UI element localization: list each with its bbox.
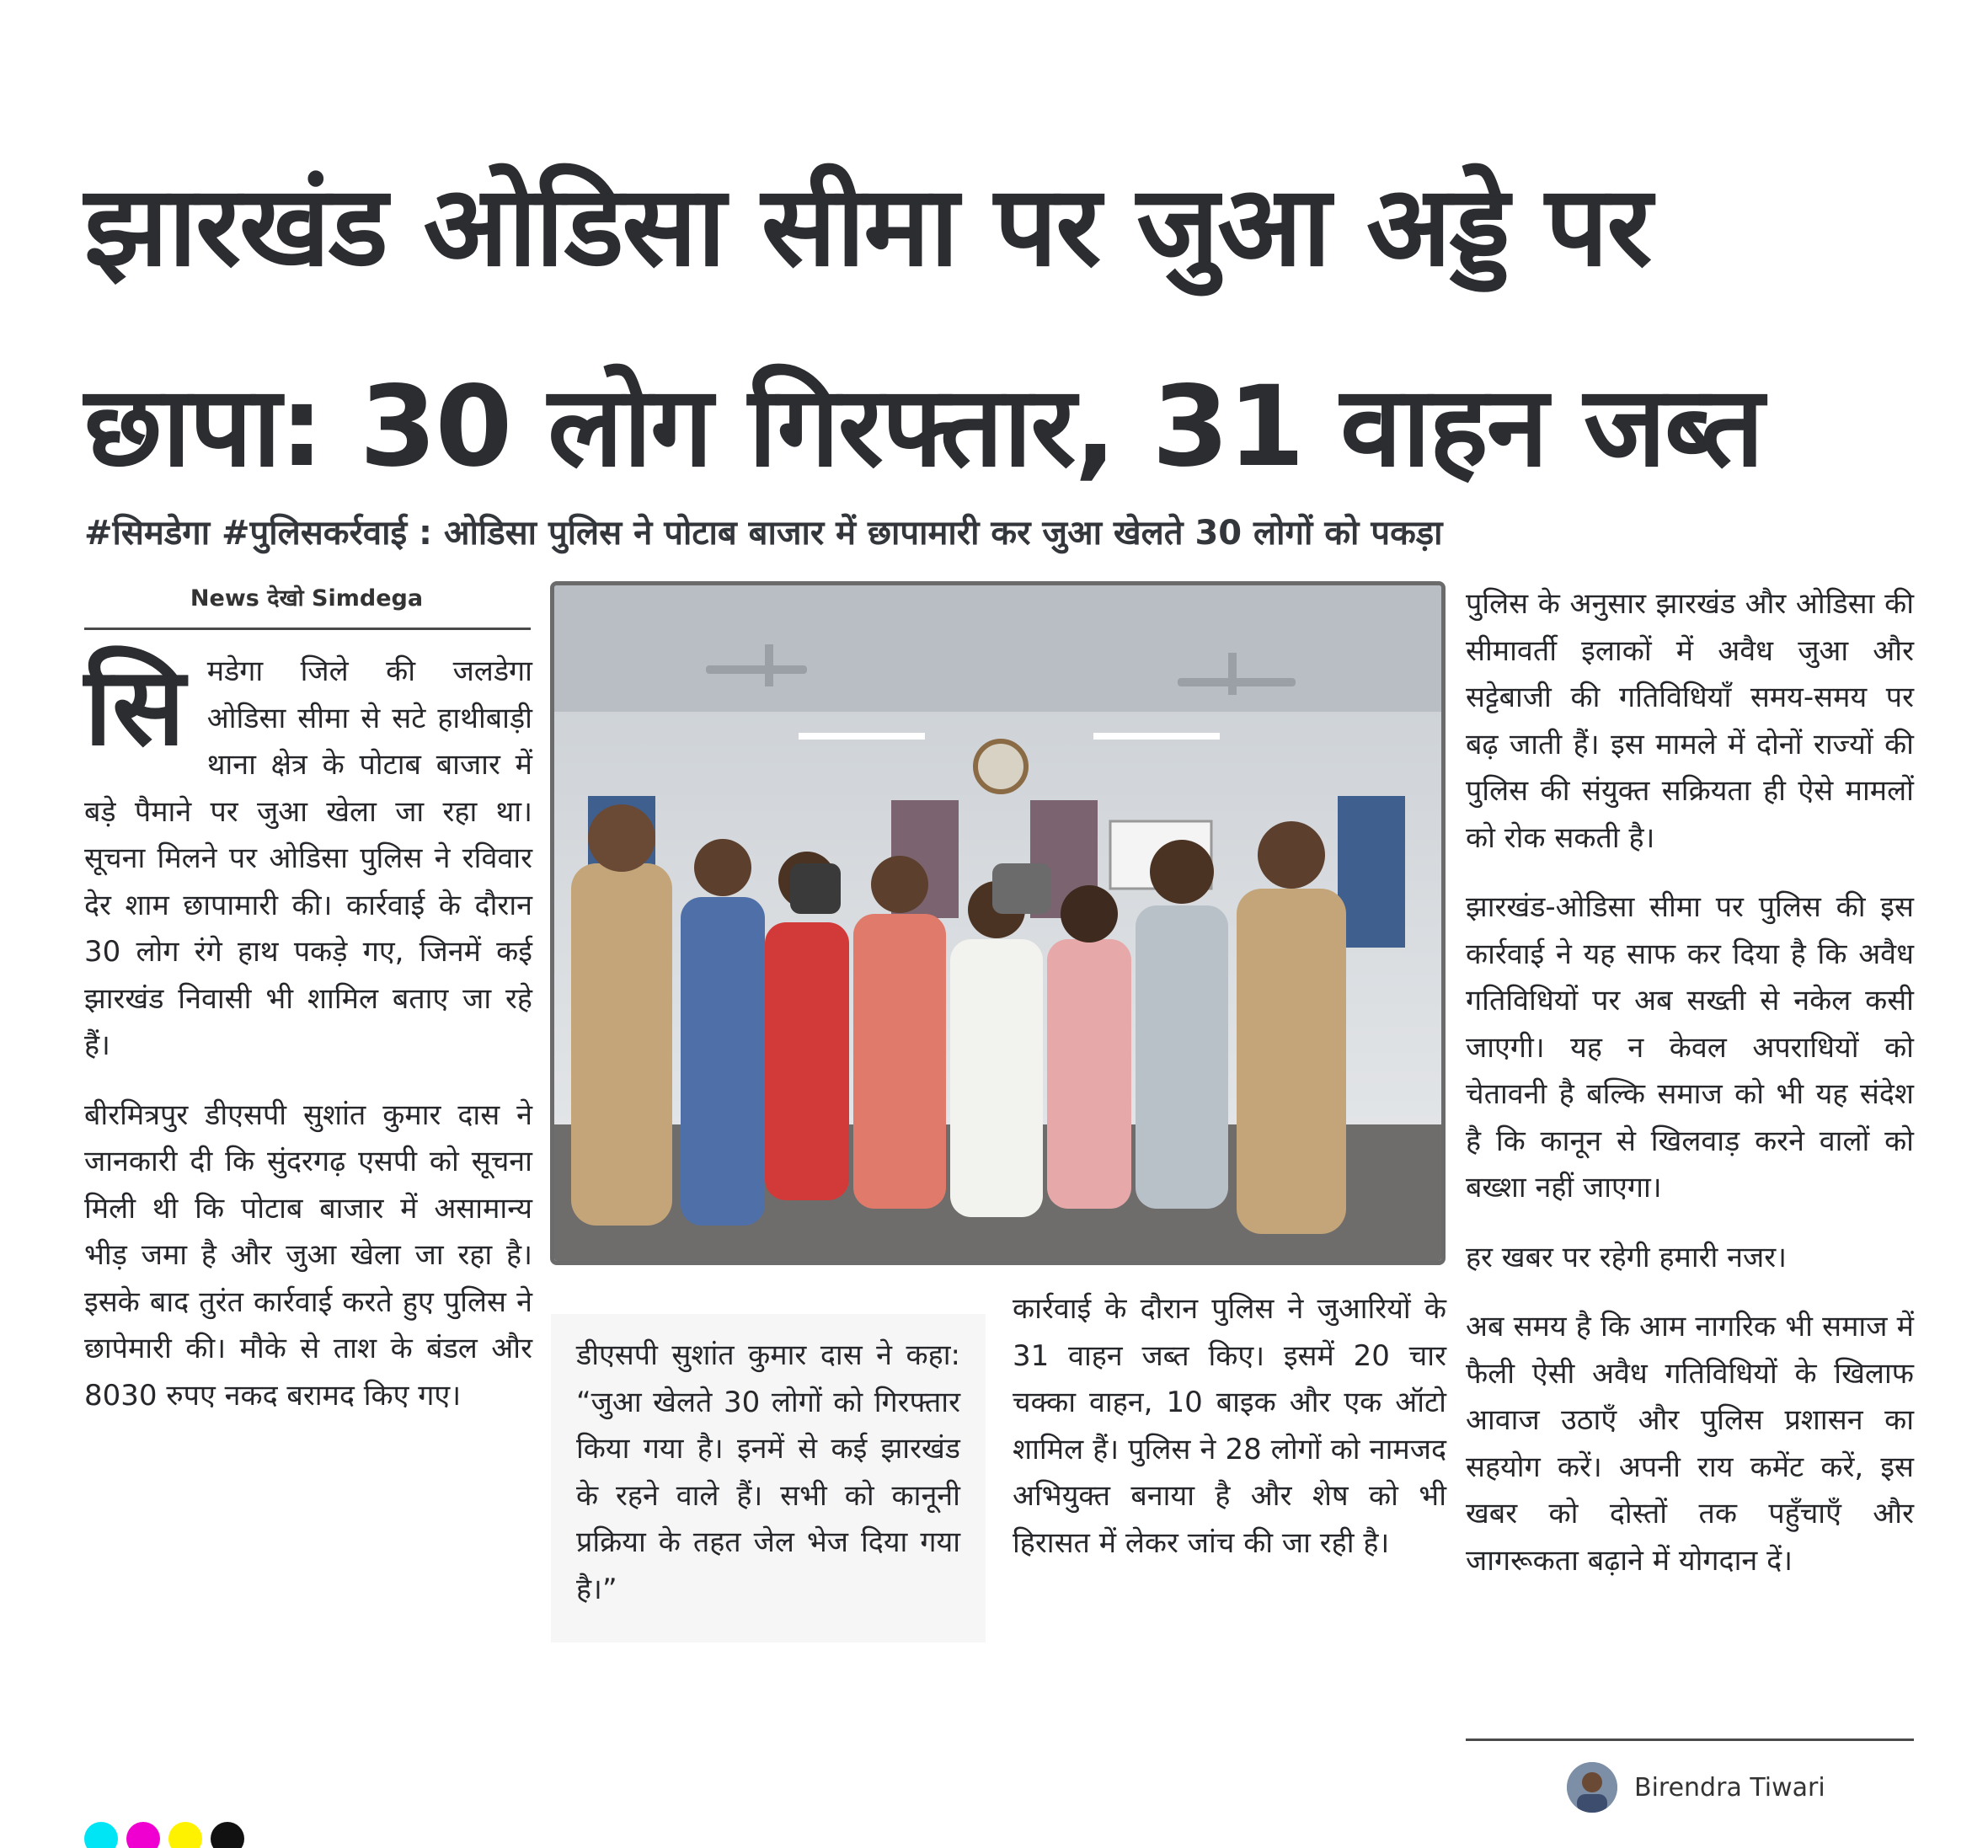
black-dot-icon (211, 1822, 244, 1848)
paragraph-1-text: मडेगा जिले की जलडेगा ओडिसा सीमा से सटे हाथीबाड़ी थाना क्षेत्र के पोटाब बाजार में बड़े पैमाने पर जुआ खेला जा रहा था। सूचना मिलने पर ओडिसा पुलिस ने रविवार देर शाम छापामारी की। कार्रवाई के दौरान 30 लोग रंगे हाथ पकड़े गए, जिनमें कई झारखंड निवासी भी शामिल बताए जा रहे हैं। (84, 654, 532, 1062)
column-4-paragraph-4: अब समय है कि आम नागरिक भी समाज में फैली ऐसी अवैध गतिविधियों के खिलाफ आवाज उठाएँ और पुलिस प्रशासन का सहयोग करें। अपनी राय कमेंट करें, इस खबर को दोस्तों तक पहुँचाएँ और जागरूकता बढ़ाने में योगदान दें। (1466, 1310, 1914, 1578)
article-column-3 (1013, 1286, 1446, 1589)
column-4-paragraph-3: हर खबर पर रहेगी हमारी नजर। (1466, 1240, 1788, 1274)
author-name: Birendra Tiwari (1634, 1772, 1825, 1803)
magenta-dot-icon (126, 1822, 160, 1848)
avatar (1567, 1762, 1617, 1813)
police-group-photo (554, 585, 1441, 1261)
author-avatar-icon (1567, 1762, 1617, 1813)
author-rule (1466, 1739, 1914, 1741)
cyan-dot-icon (84, 1822, 118, 1848)
byline: News देखो Simdega (190, 585, 424, 612)
quote-lead: डीएसपी सुशांत कुमार दास ने कहा (576, 1338, 951, 1372)
cmyk-dots (84, 1822, 253, 1848)
column-3-paragraph-1: कार्रवाई के दौरान पुलिस ने जुआरियों के 31 वाहन जब्त किए। इसमें 20 चार चक्का वाहन, 10 बाइक और एक ऑटो शामिल हैं। पुलिस ने 28 लोगों को नामजद अभियुक्त बनाया है और शेष को भी हिरासत में लेकर जांच की जा रही है। (1013, 1292, 1446, 1560)
author (1567, 1760, 1825, 1814)
quote-separator: : (950, 1338, 960, 1372)
news-photo (550, 581, 1446, 1265)
article-column-4 (1466, 581, 1914, 1607)
subheadline: #सिमडेगा #पुलिसकर्रवाई : ओडिसा पुलिस ने पोटाब बाजार में छापामारी कर जुआ खेलते 30 लोगों को पकड़ा (84, 514, 1443, 553)
quote-box (551, 1314, 986, 1642)
paragraph-2: बीरमित्रपुर डीएसपी सुशांत कुमार दास ने जानकारी दी कि सुंदरगढ़ एसपी को सूचना मिली थी कि पोटाब बाजार में असामान्य भीड़ जमा है और जुआ खेला जा रहा है। इसके बाद तुरंत कार्रवाई करते हुए पुलिस ने छापेमारी की। मौके से ताश के बंडल और 8030 रुपए नकद बरामद किए गए। (84, 1098, 532, 1413)
quote-text: “जुआ खेलते 30 लोगों को गिरफ्तार किया गया है। इनमें से कई झारखंड के रहने वाले हैं। सभी को कानूनी प्रक्रिया के तहत जेल भेज दिया गया है।” (576, 1385, 960, 1606)
yellow-dot-icon (168, 1822, 202, 1848)
article-column-1 (84, 644, 532, 1442)
headline-line-1: झारखंड ओडिसा सीमा पर जुआ अड्डे पर (84, 162, 1651, 291)
headline (84, 126, 1921, 527)
byline-rule (84, 628, 531, 630)
paragraph-1 (84, 644, 532, 1070)
headline-line-2: छापा: 30 लोग गिरफ्तार, 31 वाहन जब्त (84, 362, 1763, 492)
column-4-paragraph-1: पुलिस के अनुसार झारखंड और ओडिसा की सीमावर्ती इलाकों में अवैध जुआ और सट्टेबाजी की गतिविधियाँ समय-समय पर बढ़ जाती हैं। इस मामले में दोनों राज्यों की पुलिस की संयुक्त सक्रियता ही ऐसे मामलों को रोक सकती है। (1466, 587, 1914, 855)
drop-cap: सि (84, 644, 185, 770)
wall-clock-icon (975, 741, 1026, 792)
column-4-paragraph-2: झारखंड-ओडिसा सीमा पर पुलिस की इस कार्रवाई ने यह साफ कर दिया है कि अवैध गतिविधियों पर अब सख्ती से नकेल कसी जाएगी। यह न केवल अपराधियों को चेतावनी है बल्कि समाज को भी यह संदेश है कि कानून से खिलवाड़ करने वालों को बख्शा नहीं जाएगा। (1466, 890, 1914, 1204)
